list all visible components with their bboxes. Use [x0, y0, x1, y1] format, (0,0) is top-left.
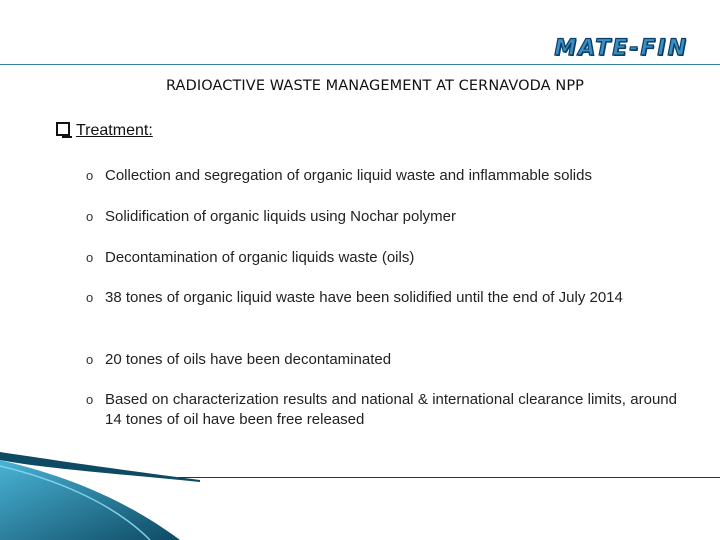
mate-fin-logo: MATE-FIN: [554, 36, 688, 61]
bullet-text: 20 tones of oils have been decontaminated: [105, 351, 392, 368]
section-heading: [56, 122, 153, 140]
list-item: [86, 288, 677, 308]
page-title: RADIOACTIVE WASTE MANAGEMENT AT CERNAVODA NPP: [165, 78, 585, 94]
header-rule: [0, 64, 720, 65]
bullet-marker: o: [86, 168, 94, 183]
bullet-text: Solidification of organic liquids using Nochar polymer: [105, 208, 457, 225]
bullet-marker: o: [86, 392, 94, 407]
bullet-marker: o: [86, 352, 94, 367]
bullet-text: Collection and segregation of organic liquid waste and inflammable solids: [105, 167, 592, 184]
bullet-marker: o: [86, 250, 94, 265]
swoosh-wedge: [0, 460, 180, 540]
footer-swoosh-graphic: [0, 448, 200, 540]
section-label: Treatment:: [76, 122, 153, 139]
list-item: [86, 390, 677, 430]
checkbox-icon: [56, 122, 70, 136]
bullet-marker: o: [86, 209, 94, 224]
bullet-text: Decontamination of organic liquids waste (oils): [105, 249, 415, 266]
bullet-marker: o: [86, 290, 94, 305]
list-item: [86, 350, 677, 370]
bullet-text: Based on characterization results and national & international clearance limits, around 14 tones of oil have been free released: [105, 391, 677, 428]
bullet-text: 38 tones of organic liquid waste have been solidified until the end of July 2014: [105, 289, 623, 306]
footer-rule: [178, 477, 720, 478]
list-item: [86, 207, 677, 227]
list-item: [86, 166, 677, 186]
list-item: [86, 248, 677, 268]
